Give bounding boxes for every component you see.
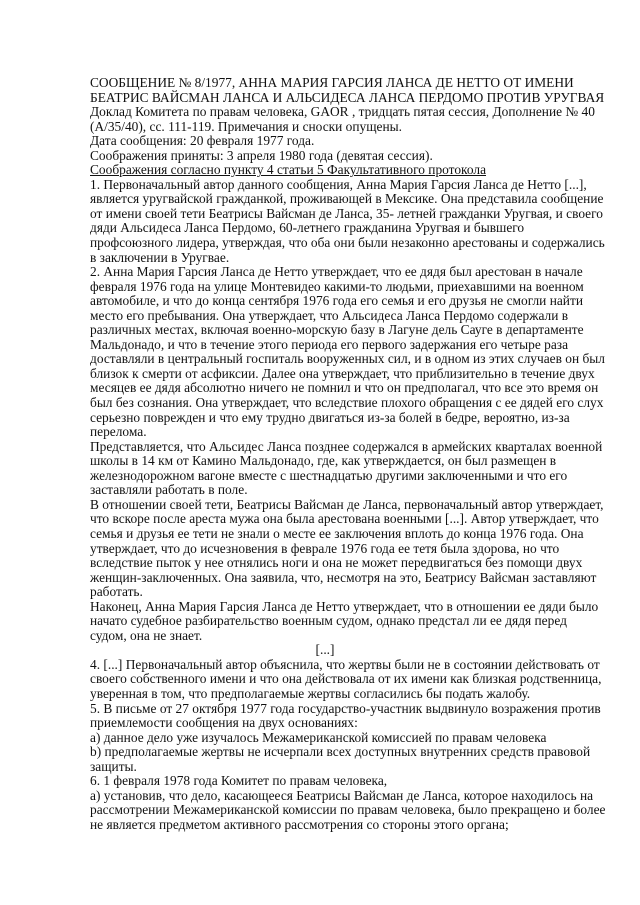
paragraph-line: 6. 1 февраля 1978 года Комитет по правам человека, bbox=[90, 773, 388, 789]
document-page bbox=[90, 75, 606, 832]
paragraph bbox=[90, 731, 560, 746]
paragraph-line: дяди Альсидеса Ланса Пердомо, 60-летнего гражданина Уругвая и бывшего bbox=[90, 220, 525, 236]
source-note bbox=[90, 104, 595, 134]
paragraph-line: женщин-заключенных. Она заявила, что, несмотря на это, Беатрису Вайсман заставляют bbox=[90, 569, 597, 585]
paragraph-line: школы в 14 км от Камино Мальдонадо, где, как утверждается, он был размещен в bbox=[90, 453, 557, 469]
paragraph-line: февраля 1976 года на улице Монтевидео какими-то людьми, приехавшими на военном bbox=[90, 278, 584, 294]
paragraph bbox=[90, 774, 560, 789]
paragraph-line: является уругвайской гражданкой, проживающей в Мексике. Она представила сообщение bbox=[90, 191, 604, 207]
paragraph-line: рассмотрении Межамериканской комиссии по правам человека, было прекращено и более bbox=[90, 802, 606, 818]
title-line: СООБЩЕНИЕ № 8/1977, АННА МАРИЯ ГАРСИЯ ЛАНСА ДЕ НЕТТО ОТ ИМЕНИ bbox=[90, 75, 574, 90]
source-line: Доклад Комитета по правам человека, GAOR , тридцать пятая сессия, Дополнение № 40 bbox=[90, 104, 595, 120]
paragraph bbox=[90, 787, 606, 833]
paragraph bbox=[90, 656, 602, 702]
paragraph-line: месяцев ее дядя абсолютно ничего не помнил и что он предполагал, что все это время он bbox=[90, 380, 599, 396]
source-line: (A/35/40), сс. 111-119. Примечания и сноски опущены. bbox=[90, 118, 402, 134]
paragraph-line: перелома. bbox=[90, 424, 147, 440]
paragraph-line: семья и друзья ее тети не знали о месте ее заключения вплоть до конца 1976 года. Она bbox=[90, 525, 584, 541]
paragraph bbox=[90, 176, 605, 265]
paragraph-line: железнодорожном вагоне вместе с шестнадцатью другими заключенными и что его bbox=[90, 467, 568, 483]
paragraph-line: серьезно поврежден и что ему трудно двигаться из-за болей в бедре, вероятно, из-за bbox=[90, 409, 570, 425]
paragraph-line: от имени своей тети Беатрисы Вайсман де Ланса, 35- летней гражданки Уругвая, и своего bbox=[90, 205, 603, 221]
paragraph-line: 4. [...] Первоначальный автор объяснила, что жертвы были не в состоянии действовать от bbox=[90, 656, 600, 672]
paragraph-line: автомобиле, и что до конца сентября 1976 года его семья и его друзья не смогли найти bbox=[90, 293, 583, 309]
body-paragraphs bbox=[90, 176, 605, 644]
paragraph-line: своего собственного имени и что она действовала от их имени как близкая родственница, bbox=[90, 671, 602, 687]
body-paragraphs-continued bbox=[90, 656, 606, 833]
paragraph bbox=[90, 598, 599, 644]
paragraph bbox=[90, 496, 604, 600]
communication-date: Дата сообщения: 20 февраля 1977 года. bbox=[90, 133, 315, 149]
paragraph-line: судом, она не знает. bbox=[90, 627, 203, 643]
paragraph-line: не является предметом активного рассмотрения со стороны этого органа; bbox=[90, 816, 509, 832]
paragraph-line: Наконец, Анна Мария Гарсия Ланса де Нетто утверждает, что в отношении ее дяди было bbox=[90, 598, 599, 614]
document-title bbox=[90, 75, 605, 105]
paragraph-line: a) данное дело уже изучалось Межамериканской комиссией по правам человека bbox=[90, 729, 547, 745]
paragraph-line: что вскоре после ареста мужа она была арестована военными [...]. Автор утверждает, что bbox=[90, 511, 599, 527]
paragraph-line: 5. В письме от 27 октября 1977 года государство-участник выдвинуло возражения против bbox=[90, 700, 601, 716]
paragraph-line: доставляли в центральный госпиталь вооруженных сил, и в одном из этих случаев он был bbox=[90, 351, 605, 367]
paragraph-line: a) установив, что дело, касающееся Беатрисы Вайсман де Ланса, которое находилось на bbox=[90, 787, 594, 803]
paragraph-line: работать. bbox=[90, 584, 143, 600]
paragraph-line: был без сознания. Она утверждает, что вследствие плохого обращения с ее дядей его слух bbox=[90, 395, 604, 411]
paragraph-line: защиты. bbox=[90, 758, 137, 774]
omission-marker: [...] bbox=[315, 642, 335, 658]
paragraph bbox=[90, 700, 601, 731]
paragraph-line: в заключении в Уругвае. bbox=[90, 249, 230, 265]
paragraph bbox=[90, 438, 603, 498]
paragraph-line: различных местах, включая военно-морскую базу в Лагуне дель Сауге в департаменте bbox=[90, 322, 584, 338]
paragraph-line: В отношении своей тети, Беатрисы Вайсман де Ланса, первоначальный автор утверждает, bbox=[90, 496, 604, 512]
paragraph-line: начато судебное разбирательство военным судом, однако предстал ли ее дядя перед bbox=[90, 613, 567, 629]
paragraph-line: профсоюзного лидера, утверждая, что оба они были незаконно арестованы и содержались bbox=[90, 235, 605, 251]
paragraph bbox=[90, 264, 605, 440]
section-heading: Соображения согласно пункту 4 статьи 5 Факультативного протокола bbox=[90, 162, 487, 178]
paragraph-line: Мальдонадо, и что в течение этого периода его первого задержания его четыре раза bbox=[90, 336, 569, 352]
paragraph-line: Представляется, что Альсидес Ланса позднее содержался в армейских кварталах военной bbox=[90, 438, 603, 454]
paragraph-line: 2. Анна Мария Гарсия Ланса де Нетто утверждает, что ее дядя был арестован в начале bbox=[90, 264, 583, 280]
paragraph-line: b) предполагаемые жертвы не исчерпали всех доступных внутренних средств правовой bbox=[90, 744, 591, 760]
views-adopted-date: Соображения приняты: 3 апреля 1980 года (девятая сессия). bbox=[90, 147, 433, 163]
paragraph-line: вследствие пыток у нее отнялись ноги и она не может передвигаться без помощи двух bbox=[90, 555, 583, 571]
paragraph-line: приемлемости сообщения на двух основаниях: bbox=[90, 715, 358, 731]
paragraph-line: близок к смерти от асфиксии. Далее она утверждает, что приблизительно в течение двух bbox=[90, 365, 595, 381]
paragraph-line: заставляли работать в поле. bbox=[90, 482, 248, 498]
paragraph-line: уверенная в том, что предполагаемые жертвы согласились бы подать жалобу. bbox=[90, 685, 531, 701]
paragraph-line: утверждает, что до исчезновения в феврале 1976 года ее тетя была здорова, но что bbox=[90, 540, 560, 556]
paragraph-line: место его пребывания. Она утверждает, что Альсидеса Ланса Пердомо содержали в bbox=[90, 307, 569, 323]
paragraph bbox=[90, 744, 591, 774]
paragraph-line: 1. Первоначальный автор данного сообщения, Анна Мария Гарсия Ланса де Нетто [...], bbox=[90, 176, 587, 192]
title-line: БЕАТРИС ВАЙСМАН ЛАНСА И АЛЬСИДЕСА ЛАНСА ПЕРДОМО ПРОТИВ УРУГВАЯ bbox=[90, 89, 605, 105]
